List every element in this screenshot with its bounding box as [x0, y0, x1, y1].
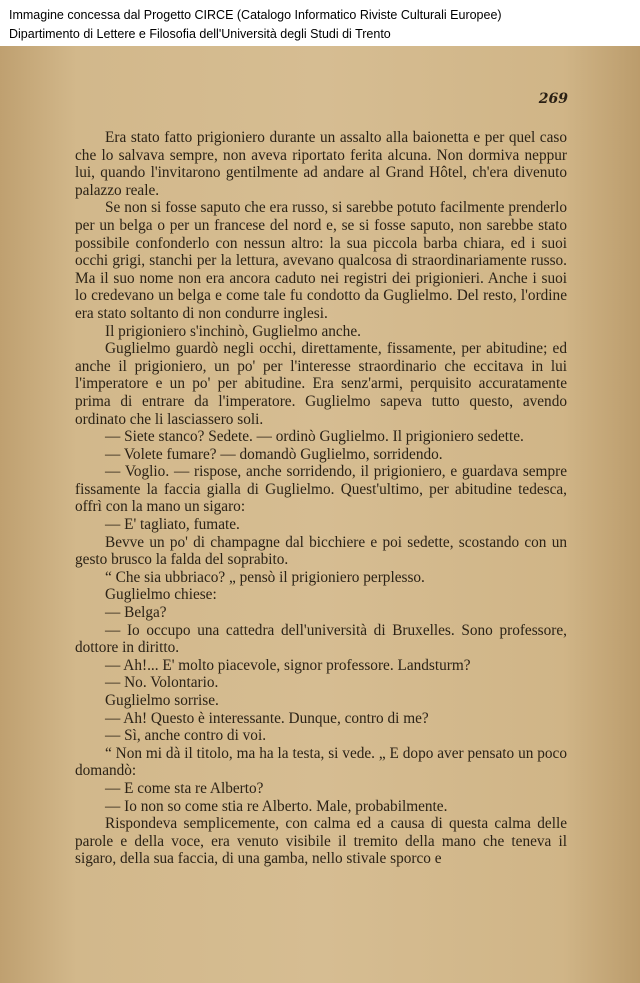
paragraph: — Io occupo una cattedra dell'università di Bruxelles. Sono professore, dottore in diritto.: [75, 621, 567, 657]
paragraph: — Ah! Questo è interessante. Dunque, contro di me?: [105, 709, 429, 727]
paragraph: Bevve un po' di champagne dal bicchiere e poi sedette, scostando con un gesto brusco la falda del soprabito.: [75, 533, 567, 569]
paragraph: “ Non mi dà il titolo, ma ha la testa, si vede. „ E dopo aver pensato un poco domandò:: [75, 744, 567, 780]
paragraph: — Sì, anche contro di voi.: [105, 727, 267, 745]
paragraph: — Belga?: [105, 604, 167, 622]
paragraph: Era stato fatto prigioniero durante un assalto alla baionetta e per quel caso che lo salvava sempre, non aveva riportato ferita alcuna. Non dormiva neppur lui, quando l'invitarono gentilmente ad andare al Grand Hôtel, ch'era divenuto palazzo reale.: [75, 129, 567, 199]
paragraph: — E' tagliato, fumate.: [105, 516, 240, 534]
paragraph: Guglielmo sorrise.: [105, 692, 219, 709]
paragraph: Se non si fosse saputo che era russo, si sarebbe potuto facilmente prenderlo per un belga o per un francese del nord e, se si fosse saputo, non sarebbe stato possibile confonderlo con nessun altro: la sua piccola barba chiara, ed i suoi occhi grigi, stanchi per la lettura, avevano qualcosa di straordinariamente russo. Ma il suo nome non era ancora caduto nei registri dei prigionieri. Anche i suoi lo credevano un belga e come tale fu condotto da Guglielmo. Del resto, l'ordine era stato soltanto di non condurre inglesi.: [75, 199, 567, 322]
scanned-page: [0, 46, 640, 983]
page-number: 269: [538, 91, 568, 107]
attribution-line-1: Immagine concessa dal Progetto CIRCE (Catalogo Informatico Riviste Culturali Europee): [9, 8, 502, 22]
paragraph: Guglielmo chiese:: [105, 586, 217, 604]
paragraph: — Io non so come stia re Alberto. Male, probabilmente.: [105, 797, 448, 815]
paragraph: — Ah!... E' molto piacevole, signor professore. Landsturm?: [105, 656, 471, 674]
paragraph: — Voglio. — rispose, anche sorridendo, il prigioniero, e guardava sempre fissamente la faccia gialla di Guglielmo. Quest'ultimo, per abitudine tedesca, offrì con la mano un sigaro:: [75, 463, 567, 516]
paragraph: “ Che sia ubbriaco? „ pensò il prigioniero perplesso.: [105, 568, 425, 586]
paragraph: Il prigioniero s'inchinò, Guglielmo anche.: [105, 322, 361, 340]
paragraph: — Siete stanco? Sedete. — ordinò Guglielmo. Il prigioniero sedette.: [105, 428, 524, 446]
paragraph: — No. Volontario.: [105, 674, 219, 692]
paragraph: Rispondeva semplicemente, con calma ed a causa di questa calma delle parole e della voce, era venuto visibile il tremito della mano che teneva il sigaro, della sua faccia, di una gamba, nello stivale sporco e: [75, 815, 567, 868]
attribution-line-2: Dipartimento di Lettere e Filosofia dell'Università degli Studi di Trento: [9, 27, 391, 41]
paragraph: Guglielmo guardò negli occhi, direttamente, fissamente, per abitudine; ed anche il prigioniero, un po' per l'interesse straordinario che eccitava in lui l'imperatore e un po' per abitudine. Era senz'armi, perquisito accuratamente prima di entrare da l'imperatore. Guglielmo sapeva tutto questo, avendo ordinato che li lasciassero soli.: [75, 340, 567, 428]
paragraph: — E come sta re Alberto?: [105, 779, 264, 797]
paragraph: — Volete fumare? — domandò Guglielmo, sorridendo.: [105, 445, 443, 463]
attribution-header: [0, 0, 640, 46]
page-body: [75, 129, 567, 868]
